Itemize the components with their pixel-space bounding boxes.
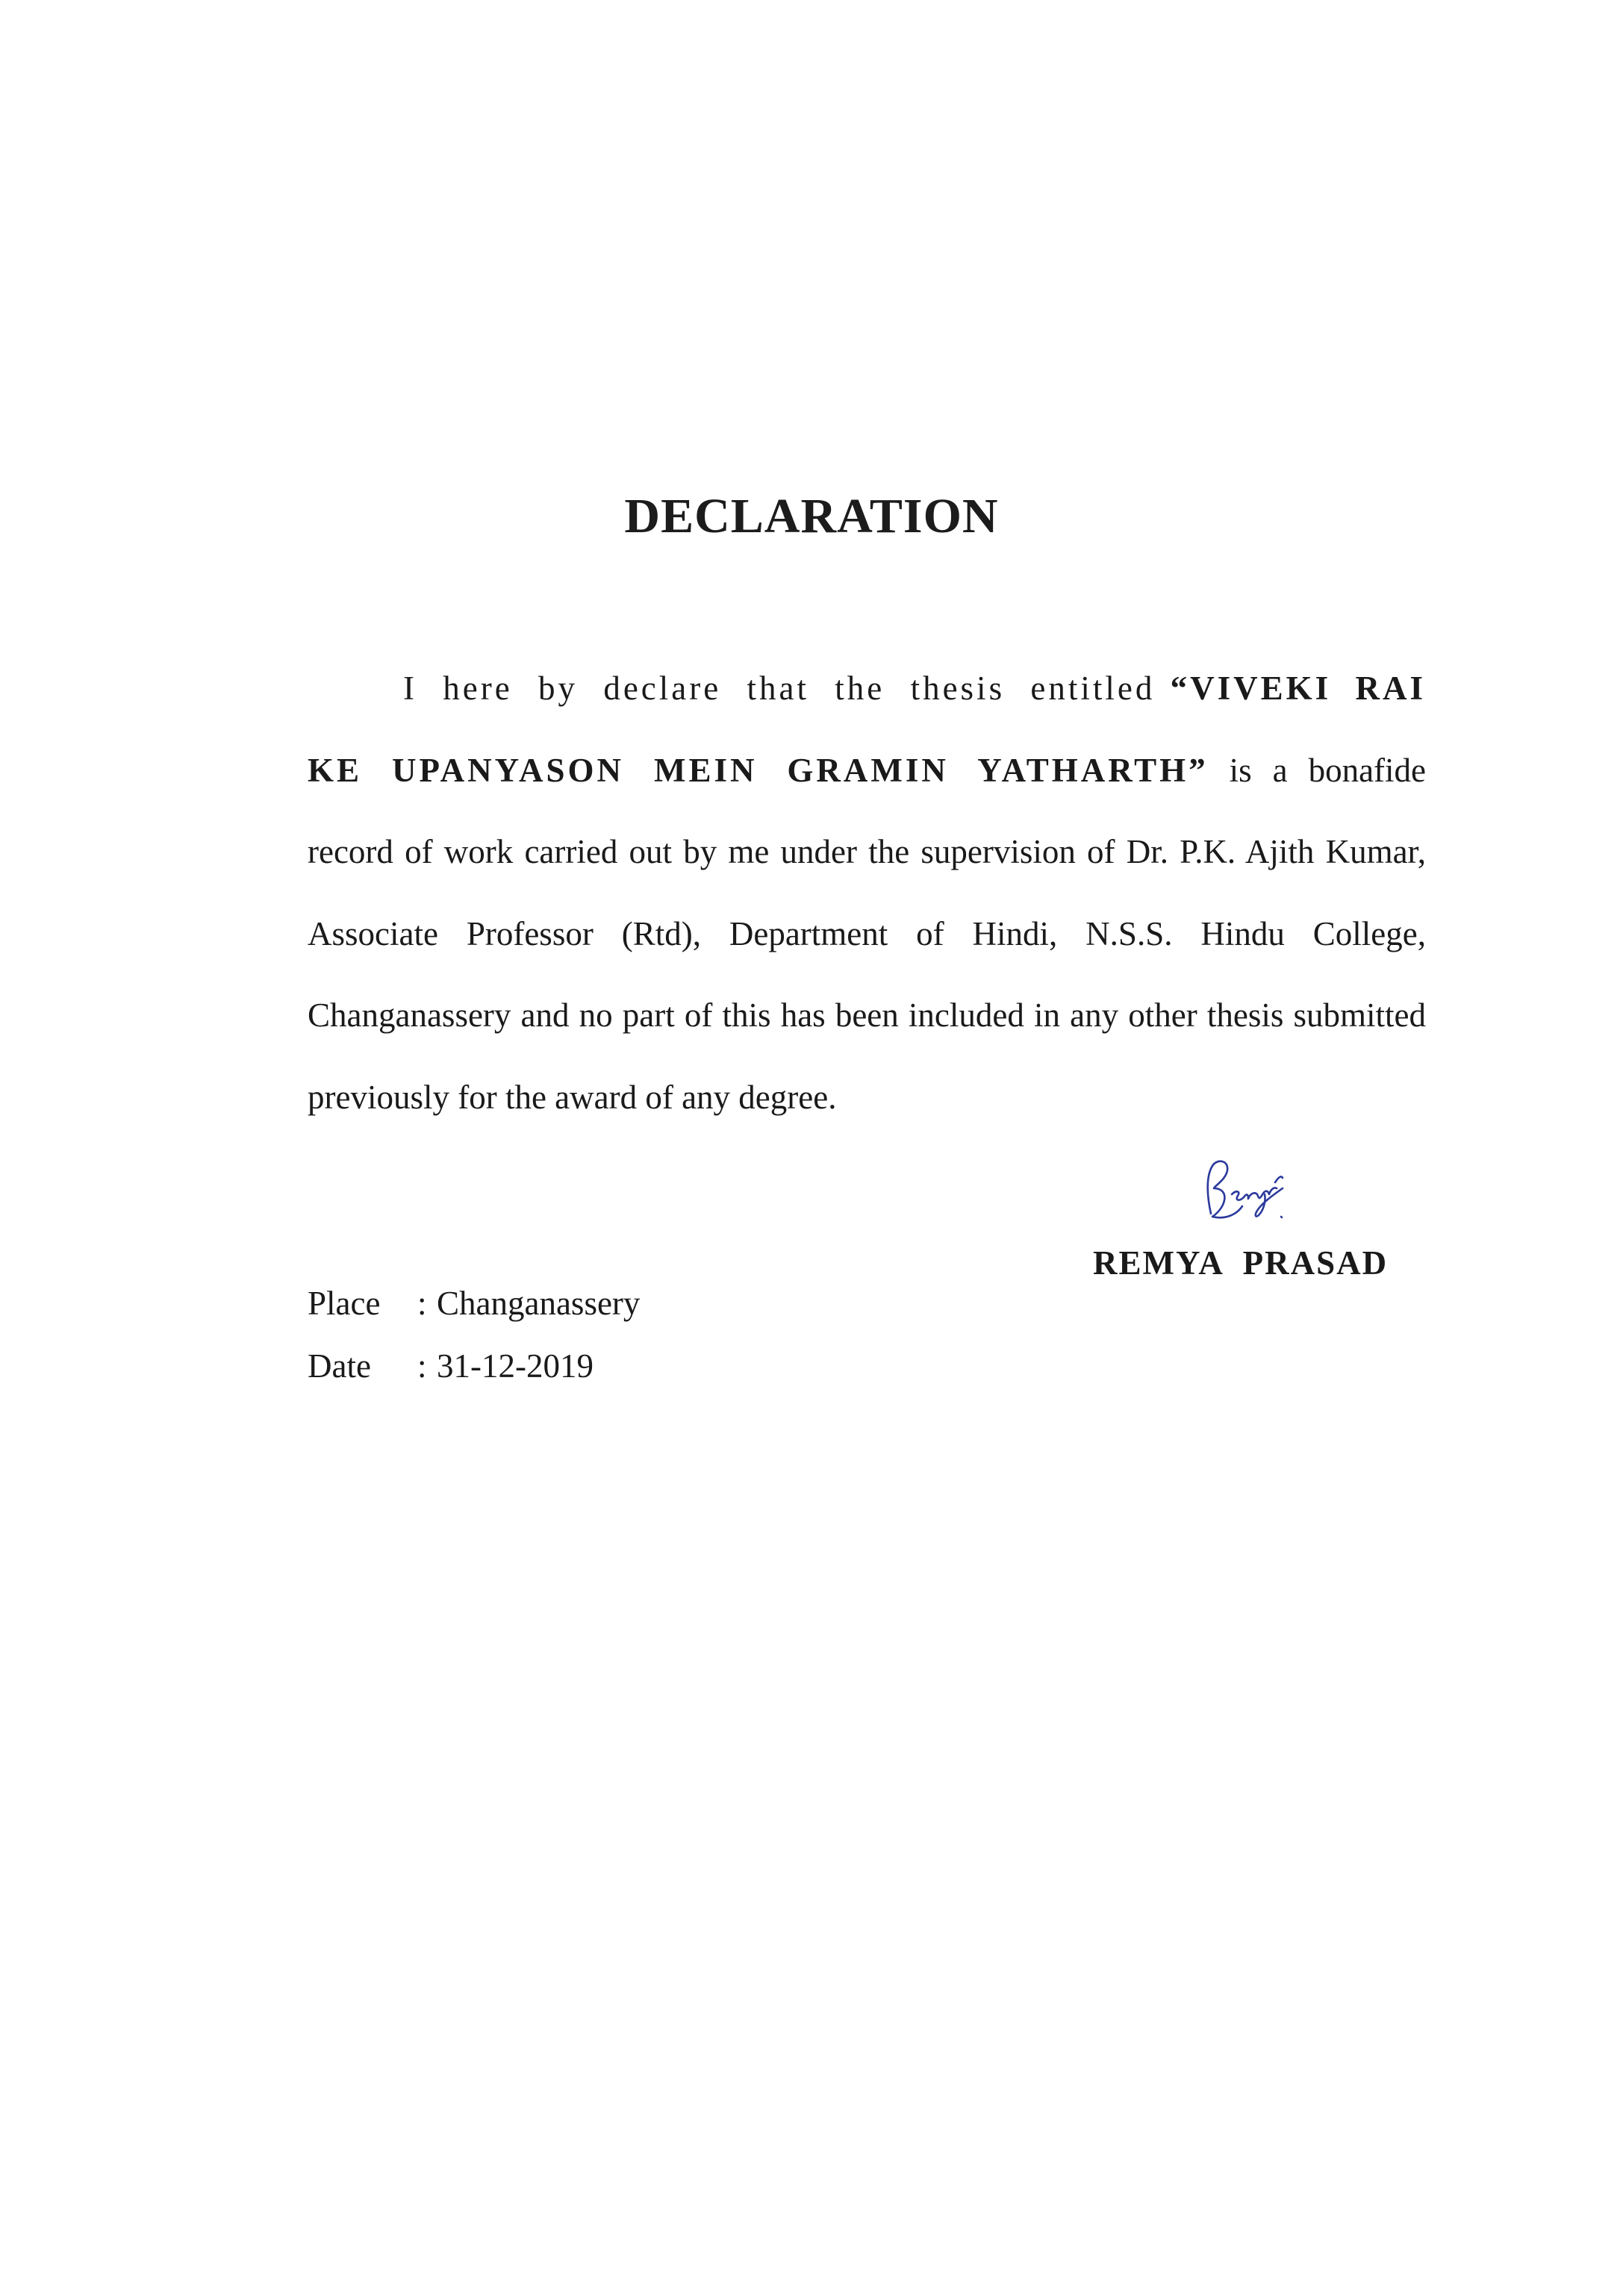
place-label: Place bbox=[308, 1285, 381, 1322]
place-separator: : bbox=[417, 1285, 427, 1322]
date-separator: : bbox=[417, 1347, 427, 1385]
thesis-title: “VIVEKI RAI KE UPANYASON MEIN GRAMIN YATHARTH” bbox=[308, 670, 1427, 789]
date-value: 31-12-2019 bbox=[437, 1347, 594, 1385]
paragraph-lead: I here by declare that the thesis entitled bbox=[403, 670, 1156, 707]
place-row bbox=[308, 1281, 640, 1326]
date-row bbox=[308, 1344, 594, 1388]
date-label: Date bbox=[308, 1347, 371, 1385]
signer-name: REMYA PRASAD bbox=[1093, 1244, 1389, 1282]
declaration-paragraph bbox=[308, 648, 1426, 1138]
place-value: Changanassery bbox=[437, 1285, 641, 1322]
signature-image bbox=[1194, 1148, 1292, 1230]
page-title: DECLARATION bbox=[624, 489, 999, 543]
paragraph-rest: is a bonafide record of work carried out by me under the supervision of Dr. P.K. Ajith Kumar, Associate Professor (Rtd), Department of Hindi, N.S.S. Hindu College, Changanassery and no part of this has been included in any other thesis submitted previously for the award of any degree. bbox=[308, 751, 1427, 1116]
